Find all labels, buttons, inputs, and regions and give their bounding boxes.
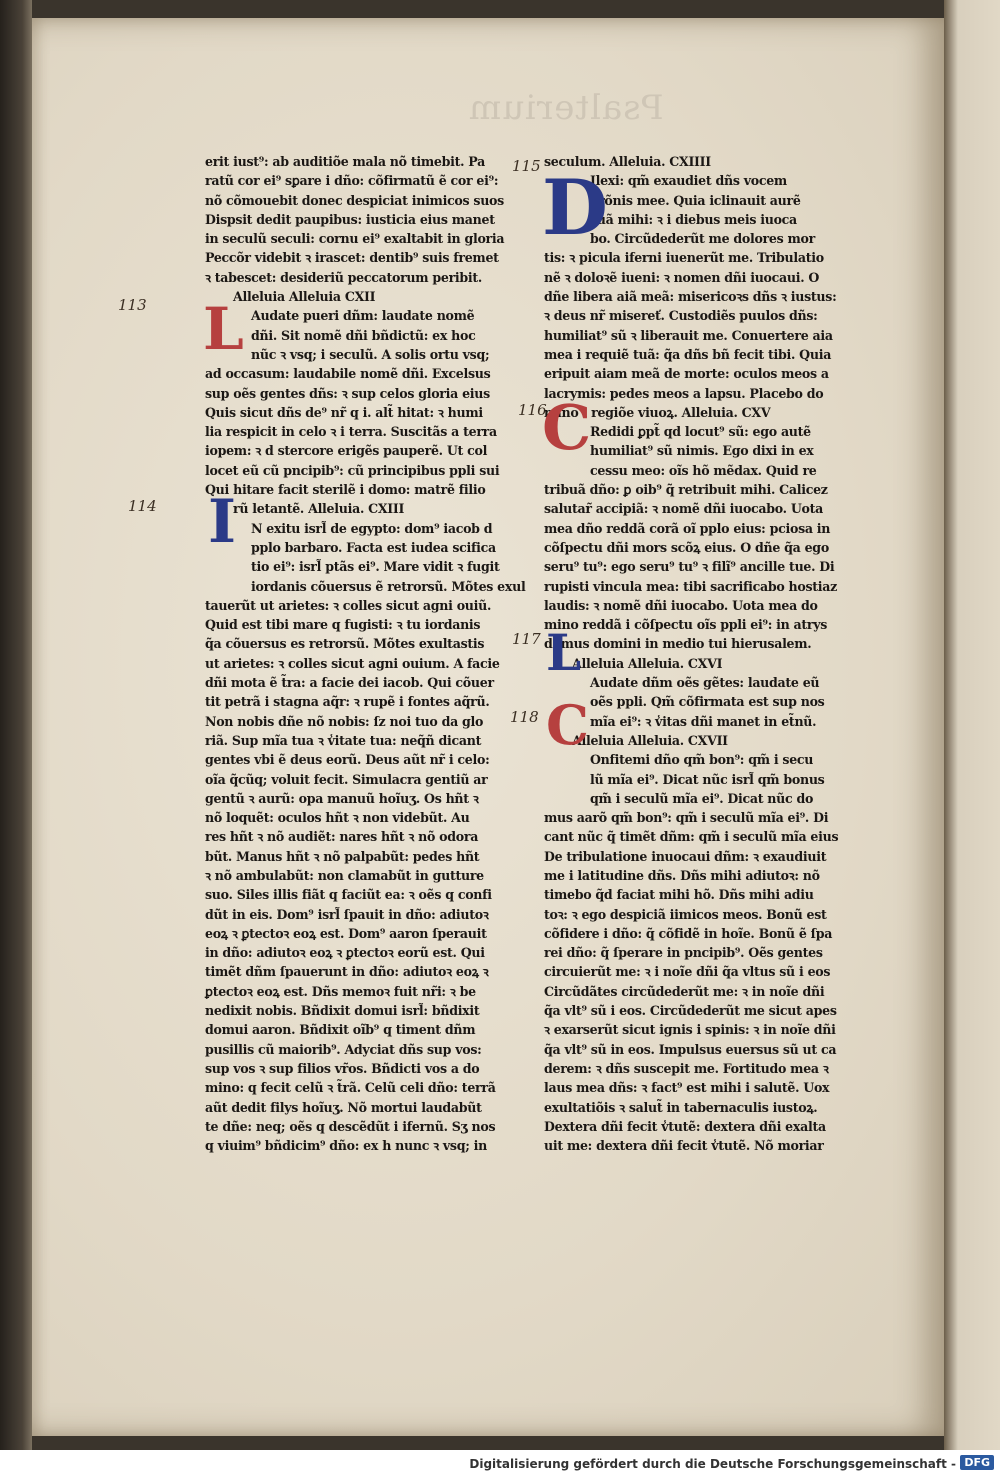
text-line: ratũ cor ei⁹ sꝑare i dño: cõfirmatũ ẽ cor ei⁹: bbox=[205, 173, 499, 189]
text-line: ꝛ exarserũt sicut ignis i spinis: ꝛ in noĩe dñi bbox=[544, 1022, 836, 1038]
text-line: ꝛ tabescet: desideriũ peccatorum peribit. bbox=[205, 269, 483, 285]
text-line: qm̃ i seculũ mĩa ei⁹. Dicat nũc do bbox=[590, 790, 814, 806]
text-line: cessu meo: oĩs hõ mẽdax. Quid re bbox=[590, 462, 817, 478]
text-line: humiliat⁹ sũ nimis. Ego dixi in ex bbox=[590, 443, 814, 459]
text-line: nõ cõmouebit donec despiciat inimicos suos bbox=[205, 192, 504, 208]
text-line: lia respicit in celo ꝛ i terra. Suscitãs a terra bbox=[205, 424, 497, 440]
text-line: ad occasum: laudabile nomẽ dñi. Excelsus bbox=[205, 366, 491, 382]
text-line: cõſpectu dñi mors scõꝝ eius. O dñe q̃a ego bbox=[544, 539, 829, 555]
text-line: riã. Sup mĩa tua ꝛ v̾itate tua: neq̃ñ dicant bbox=[205, 732, 482, 748]
text-line: De tribulatione inuocaui dñm: ꝛ exaudiuit bbox=[544, 848, 827, 864]
running-title: Psalterium bbox=[468, 88, 664, 128]
text-line: salutar̃ accipiã: ꝛ nomẽ dñi iuocabo. Uota bbox=[544, 501, 823, 517]
text-line: mea i requiẽ tuã: q̃a dñs bñ fecit tibi. Quia bbox=[544, 346, 832, 362]
text-line: exultatiõis ꝛ salut̃ in tabernaculis iustoꝝ. bbox=[544, 1099, 818, 1115]
text-line: q viuim⁹ bñdicim⁹ dño: ex h nunc ꝛ vsq; in bbox=[205, 1138, 487, 1154]
text-line: mus aarõ qm̃ bon⁹: qm̃ i seculũ mĩa ei⁹. Di bbox=[544, 810, 829, 826]
text-line: laus mea dñs: ꝛ fact⁹ est mihi i salutẽ. Uox bbox=[544, 1080, 830, 1096]
text-line: Non nobis dñe nõ nobis: ſz noi tuo da glo bbox=[205, 713, 484, 729]
text-line: nedixit nobis. Bñdixit domui isrl̃: bñdixit bbox=[205, 1003, 480, 1019]
text-line: te dñe: neq; oẽs q descẽdũt i ifernũ. Sʒ nos bbox=[205, 1118, 496, 1134]
text-line: pusillis cũ maiorib⁹. Adyciat dñs sup vos: bbox=[205, 1041, 482, 1057]
initial-letter-red: L bbox=[203, 295, 244, 363]
digitization-credit: Digitalisierung gefördert durch die Deutsche Forschungsgemeinschaft - bbox=[469, 1457, 956, 1471]
text-line: res hñt ꝛ nõ audiẽt: nares hñt ꝛ nõ odora bbox=[205, 829, 479, 845]
text-line: lũ mĩa ei⁹. Dicat nũc isrl̃ qm̃ bonus bbox=[590, 771, 825, 787]
facing-page-edge bbox=[944, 0, 1000, 1450]
text-line: timẽt dñm ſpauerunt in dño: adiutoꝛ eoꝝ ꝛ bbox=[205, 964, 489, 980]
text-line: suo. Siles illis fiãt q faciũt ea: ꝛ oẽs q confi bbox=[205, 887, 492, 903]
text-line: eripuit aiam meã de morte: oculos meos a bbox=[544, 366, 829, 382]
text-line: nẽ ꝛ doloꝛẽ iueni: ꝛ nomen dñi iuocaui. O bbox=[544, 269, 820, 285]
text-line: locet eũ cũ pncipib⁹: cũ principibus ppli sui bbox=[205, 462, 500, 478]
margin-number: 116 bbox=[518, 401, 547, 419]
text-line: tio ei⁹: isrl̃ ptãs ei⁹. Mare vidit ꝛ fugit bbox=[251, 559, 500, 575]
text-line: domui aaron. Bñdixit oĩb⁹ q timent dñm bbox=[205, 1022, 476, 1038]
text-line: tis: ꝛ picula iferni iuenerũt me. Tribulatio bbox=[544, 250, 824, 266]
text-line: gentes vbi ẽ deus eorũ. Deus aũt nr̃ i celo: bbox=[205, 752, 490, 768]
text-line: derem: ꝛ dñs suscepit me. Fortitudo mea ꝛ bbox=[544, 1060, 829, 1076]
text-line: nũc ꝛ vsq; i seculũ. A solis ortu vsq; bbox=[251, 346, 490, 362]
text-line: Peccõr videbit ꝛ irascet: dentib⁹ suis fremet bbox=[205, 250, 499, 266]
initial-letter-blue: I bbox=[208, 487, 237, 557]
text-line: mino i regiõe viuoꝝ. Alleluia. CXV bbox=[544, 404, 771, 420]
text-line: bũt. Manus hñt ꝛ nõ palpabũt: pedes hñt bbox=[205, 848, 480, 864]
text-line: Onfitemi dño qm̃ bon⁹: qm̃ i secu bbox=[590, 752, 814, 768]
text-line: Alleluia Alleluia. CXVII bbox=[572, 732, 728, 748]
text-line: nõ loquẽt: oculos hñt ꝛ non videbũt. Au bbox=[205, 810, 470, 826]
text-line: toꝛ: ꝛ ego despiciã iimicos meos. Bonũ est bbox=[544, 906, 827, 922]
text-line: suã mihi: ꝛ i diebus meis iuoca bbox=[590, 211, 797, 227]
text-line: Circũdãtes circũdederũt me: ꝛ in noĩe dñi bbox=[544, 983, 825, 999]
text-line: laudis: ꝛ nomẽ dñi iuocabo. Uota mea do bbox=[544, 597, 818, 613]
text-line: oẽs ppli. Qm̃ cõfirmata est sup nos bbox=[590, 694, 825, 710]
initial-letter-red: C bbox=[546, 693, 589, 757]
margin-number: 118 bbox=[510, 708, 539, 726]
text-line: Audate dñm oẽs gẽtes: laudate eũ bbox=[590, 675, 820, 691]
margin-number: 113 bbox=[118, 296, 147, 314]
initial-letter-blue: D bbox=[542, 163, 608, 252]
text-line: mino reddã i cõſpectu oĩs ppli ei⁹: in atrys bbox=[544, 617, 828, 633]
text-line: iordanis cõuersus ẽ retrorsũ. Mõtes exul bbox=[251, 578, 526, 594]
text-line: bo. Circũdederũt me dolores mor bbox=[590, 231, 815, 247]
text-line: dñe libera aiã meã: misericoꝛs dñs ꝛ iustus: bbox=[544, 289, 837, 305]
text-line: rupisti vincula mea: tibi sacrificabo hostiaz bbox=[544, 578, 837, 594]
text-line: pplo barbaro. Facta est iudea scifica bbox=[251, 539, 496, 555]
book-fore-edge bbox=[0, 0, 32, 1479]
text-line: mĩa ei⁹: ꝛ v̾itas dñi manet in et̃nũ. bbox=[590, 713, 817, 729]
text-line: q̃a cõuersus es retrorsũ. Mõtes exultastis bbox=[205, 636, 485, 652]
text-line: Quis sicut dñs de⁹ nr̃ q i. alt̃ hitat: ꝛ humi bbox=[205, 404, 483, 420]
text-line: orõnis mee. Quia iclinauit aurẽ bbox=[590, 192, 801, 208]
text-line: Alleluia Alleluia CXII bbox=[233, 289, 376, 305]
text-line: gentũ ꝛ aurũ: opa manuũ hoĩuʒ. Os hñt ꝛ bbox=[205, 790, 479, 806]
text-line: eoꝝ ꝛ ꝑtectoꝛ eoꝝ est. Dom⁹ aaron ſperauit bbox=[205, 925, 487, 941]
text-line: erit iust⁹: ab auditiõe mala nõ timebit. Pa bbox=[205, 154, 485, 169]
text-line: mea dño reddã corã oĩ pplo eius: pciosa in bbox=[544, 520, 831, 536]
text-line: ꝑtectoꝛ eoꝝ est. Dñs memoꝛ fuit nr̃i: ꝛ be bbox=[205, 983, 476, 999]
text-line: lacrymis: pedes meos a lapsu. Placebo do bbox=[544, 385, 824, 401]
text-line: Quid est tibi mare q fugisti: ꝛ tu iordanis bbox=[205, 617, 481, 633]
margin-number: 115 bbox=[512, 157, 541, 175]
text-line: uit me: dextera dñi fecit v̾tutẽ. Nõ moriar bbox=[544, 1138, 824, 1154]
text-line: Dextera dñi fecit v̾tutẽ: dextera dñi exalta bbox=[544, 1118, 826, 1134]
text-line: Alleluia Alleluia. CXVI bbox=[572, 655, 723, 671]
text-line: ut arietes: ꝛ colles sicut agni ouium. A facie bbox=[205, 655, 500, 671]
text-line: oĩa q̃cũq; voluit fecit. Simulacra gentiũ ar bbox=[205, 771, 488, 787]
text-line: mino: q fecit celũ ꝛ t̃rã. Celũ celi dño: terrã bbox=[205, 1080, 496, 1096]
text-line: timebo q̃d faciat mihi hõ. Dñs mihi adiu bbox=[544, 887, 814, 903]
text-line: tit petrã i stagna aq̃r: ꝛ rupẽ i fontes aq̃rũ. bbox=[205, 694, 490, 710]
initial-letter-blue: L bbox=[546, 623, 582, 682]
text-line: me i latitudine dñs. Dñs mihi adiutoꝛ: nõ bbox=[544, 867, 820, 883]
text-line: dũt in eis. Dom⁹ isrl̃ ſpauit in dño: adiutoꝛ bbox=[205, 906, 489, 922]
text-line: Qui hitare facit sterilẽ i domo: matrẽ filio bbox=[205, 482, 486, 498]
text-line: ꝛ nõ ambulabũt: non clamabũt in gutture bbox=[205, 867, 484, 883]
text-line: N exitu isrl̃ de egypto: dom⁹ iacob d bbox=[251, 520, 493, 536]
margin-number: 117 bbox=[512, 630, 541, 648]
text-line: iopem: ꝛ d stercore erigẽs pauperẽ. Ut col bbox=[205, 443, 488, 459]
text-line: tauerũt ut arietes: ꝛ colles sicut agni ouiũ. bbox=[205, 597, 492, 613]
text-line: Redidi ꝑpt̃ qd locut⁹ sũ: ego autẽ bbox=[590, 424, 811, 440]
text-line: sup vos ꝛ sup filios vr̃os. Bñdicti vos a do bbox=[205, 1060, 480, 1076]
margin-number: 114 bbox=[128, 497, 157, 515]
text-line: cõfidere i dño: q̃ cõfidẽ in hoĩe. Bonũ ẽ ſpa bbox=[544, 925, 833, 941]
text-line: q̃a vlt⁹ sũ i eos. Circũdederũt me sicut apes bbox=[544, 1003, 837, 1019]
text-line: seru⁹ tu⁹: ego seru⁹ tu⁹ ꝛ filĩ⁹ ancille tue. Di bbox=[544, 559, 835, 575]
text-line: sup oẽs gentes dñs: ꝛ sup celos gloria eius bbox=[205, 385, 490, 401]
text-line: rei dño: q̃ ſperare in pncipib⁹. Oẽs gentes bbox=[544, 945, 823, 961]
dfg-logo: DFG bbox=[960, 1455, 994, 1470]
text-line: Dispsit dedit paupibus: iusticia eius manet bbox=[205, 211, 495, 227]
text-line: cant nũc q̃ timẽt dñm: qm̃ i seculũ mĩa eius bbox=[544, 829, 839, 845]
text-line: q̃a vlt⁹ sũ in eos. Impulsus euersus sũ ut ca bbox=[544, 1041, 837, 1057]
text-column-right bbox=[544, 152, 844, 1155]
initial-letter-red: C bbox=[542, 391, 592, 464]
text-line: in dño: adiutoꝛ eoꝝ ꝛ ꝑtectoꝛ eorũ est. Qui bbox=[205, 945, 485, 961]
text-line: seculum. Alleluia. CXIIII bbox=[544, 154, 711, 169]
text-line: in seculũ seculi: cornu ei⁹ exaltabit in gloria bbox=[205, 231, 505, 247]
text-line: ꝛ deus nr̃ misereť. Custodiẽs puulos dñs: bbox=[544, 308, 818, 324]
text-line: dñi. Sit nomẽ dñi bñdictũ: ex hoc bbox=[251, 327, 476, 343]
text-line: rũ letantẽ. Alleluia. CXIII bbox=[233, 501, 405, 517]
text-line: Audate pueri dñm: laudate nomẽ bbox=[251, 308, 475, 324]
text-line: circuierũt me: ꝛ i noĩe dñi q̃a vltus sũ i eos bbox=[544, 964, 831, 980]
text-line: tribuã dño: ꝑ oib⁹ q̃ retribuit mihi. Calicez bbox=[544, 482, 828, 498]
text-line: dñi mota ẽ t̃ra: a facie dei iacob. Qui cõuer bbox=[205, 675, 494, 691]
text-line: aũt dedit filys hoĩuʒ. Nõ mortui laudabũt bbox=[205, 1099, 482, 1115]
text-line: humiliat⁹ sũ ꝛ liberauit me. Conuertere aia bbox=[544, 327, 833, 343]
text-line: domus domini in medio tui hierusalem. bbox=[544, 636, 812, 652]
text-line: Ilexi: qm̃ exaudiet dñs vocem bbox=[590, 173, 787, 189]
